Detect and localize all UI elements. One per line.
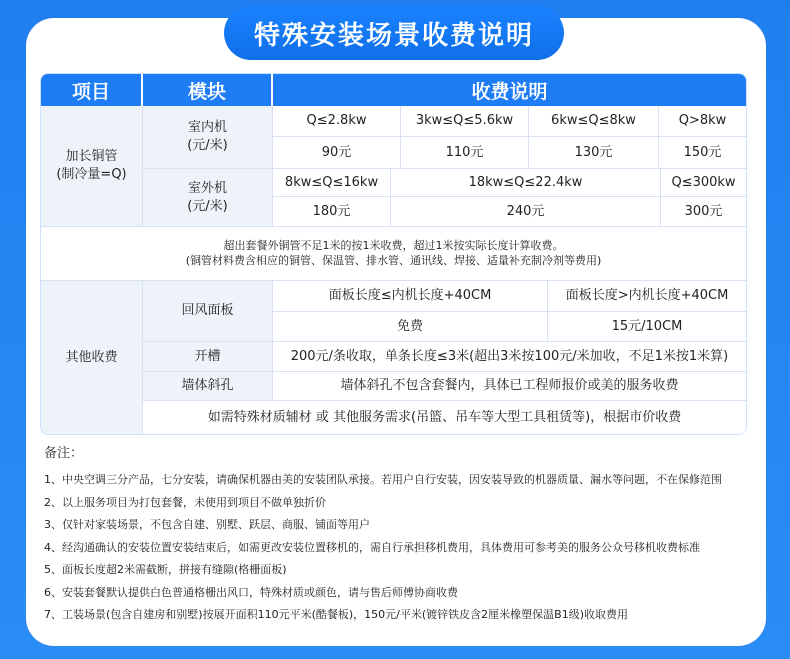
note-item: 6、安装套餐默认提供白色普通格栅出风口，特殊材质或颜色，请与售后师傅协商收费 [44,585,458,599]
notes-section [44,442,744,627]
outdoor-range-3: Q≤300kw [661,169,746,197]
copper-pipe-note-line2: (铜管材料费含相应的铜管、保温管、排水管、通讯线、焊接、适量补充制冷剂等费用) [185,253,602,267]
note-item: 3、仅针对家装场景，不包含自建、别墅、跃层、商服、铺面等用户 [44,518,370,531]
page-title: 特殊安装场景收费说明 [224,6,564,60]
slot-label: 开槽 [143,342,273,372]
outdoor-range-2: 18kw≤Q≤22.4kw [391,169,661,197]
indoor-range-3: 6kw≤Q≤8kw [529,106,659,137]
note-item: 5、面板长度超2米需截断，拼接有缝隙(格栅面板) [44,563,287,576]
fee-table [40,73,747,435]
copper-pipe-note [41,227,746,281]
outdoor-price-2: 240元 [391,197,661,227]
indoor-unit-label [143,106,273,169]
copper-pipe-note-line1: 超出套餐外铜管不足1米的按1米收费，超过1米按实际长度计算收费。 [223,238,564,252]
indoor-range-4: Q>8kw [659,106,746,137]
copper-pipe-label-line1: 加长铜管 [65,149,118,165]
outdoor-unit-label-line1: 室外机 [187,180,227,196]
copper-pipe-label-line2: (制冷量=Q) [56,167,127,182]
indoor-unit-label-line1: 室内机 [187,120,227,136]
outdoor-unit-label-line2: (元/米) [187,198,228,214]
copper-pipe-label [41,106,143,227]
indoor-price-1: 90元 [273,137,401,169]
indoor-range-2: 3kw≤Q≤5.6kw [401,106,529,137]
note-item: 2、以上服务项目为打包套餐，未使用到项目不做单独折价 [44,495,326,509]
indoor-price-3: 130元 [529,137,659,169]
return-panel-label: 回风面板 [143,281,273,342]
note-item: 1、中央空调三分产品，七分安装，请确保机器由美的安装团队承接。若用户自行安装，因安装导致的机器质量、漏水等问题，不在保修范围 [44,473,722,486]
header-module: 模块 [143,74,271,106]
header-item: 项目 [41,74,141,106]
return-panel-price-2: 15元/10CM [548,312,746,342]
return-panel-cond-2: 面板长度>内机长度+40CM [548,281,746,312]
note-item: 4、经沟通确认的安装位置安装结束后，如需更改安装位置移机的，需自行承担移机费用，具体费用可参考美的服务公众号移机收费标准 [44,540,700,554]
other-fees-label: 其他收费 [41,281,143,434]
outdoor-price-1: 180元 [273,197,391,227]
slot-description: 200元/条收取，单条长度≤3米(超出3米按100元/米加收，不足1米按1米算) [273,342,746,372]
wall-hole-description: 墙体斜孔不包含套餐内，具体已工程师报价或美的服务收费 [273,372,746,401]
indoor-price-2: 110元 [401,137,529,169]
return-panel-cond-1: 面板长度≤内机长度+40CM [273,281,548,312]
return-panel-price-1: 免费 [273,312,548,342]
outdoor-price-3: 300元 [661,197,746,227]
notes-title: 备注： [44,446,84,461]
outdoor-range-1: 8kw≤Q≤16kw [273,169,391,197]
wall-hole-label: 墙体斜孔 [143,372,273,401]
special-materials-note: 如需特殊材质辅材 或 其他服务需求(吊篮、吊车等大型工具租赁等)，根据市价收费 [143,401,746,434]
indoor-price-4: 150元 [659,137,746,169]
indoor-range-1: Q≤2.8kw [273,106,401,137]
indoor-unit-label-line2: (元/米) [187,138,228,153]
note-item: 7、工装场景(包含自建房和别墅)按展开面积110元平米(酷餐板)，150元/平米(镀锌铁皮含2厘米橡塑保温B1级)收取费用 [44,608,628,621]
header-fee-description: 收费说明 [273,74,746,106]
outdoor-unit-label [143,169,273,227]
